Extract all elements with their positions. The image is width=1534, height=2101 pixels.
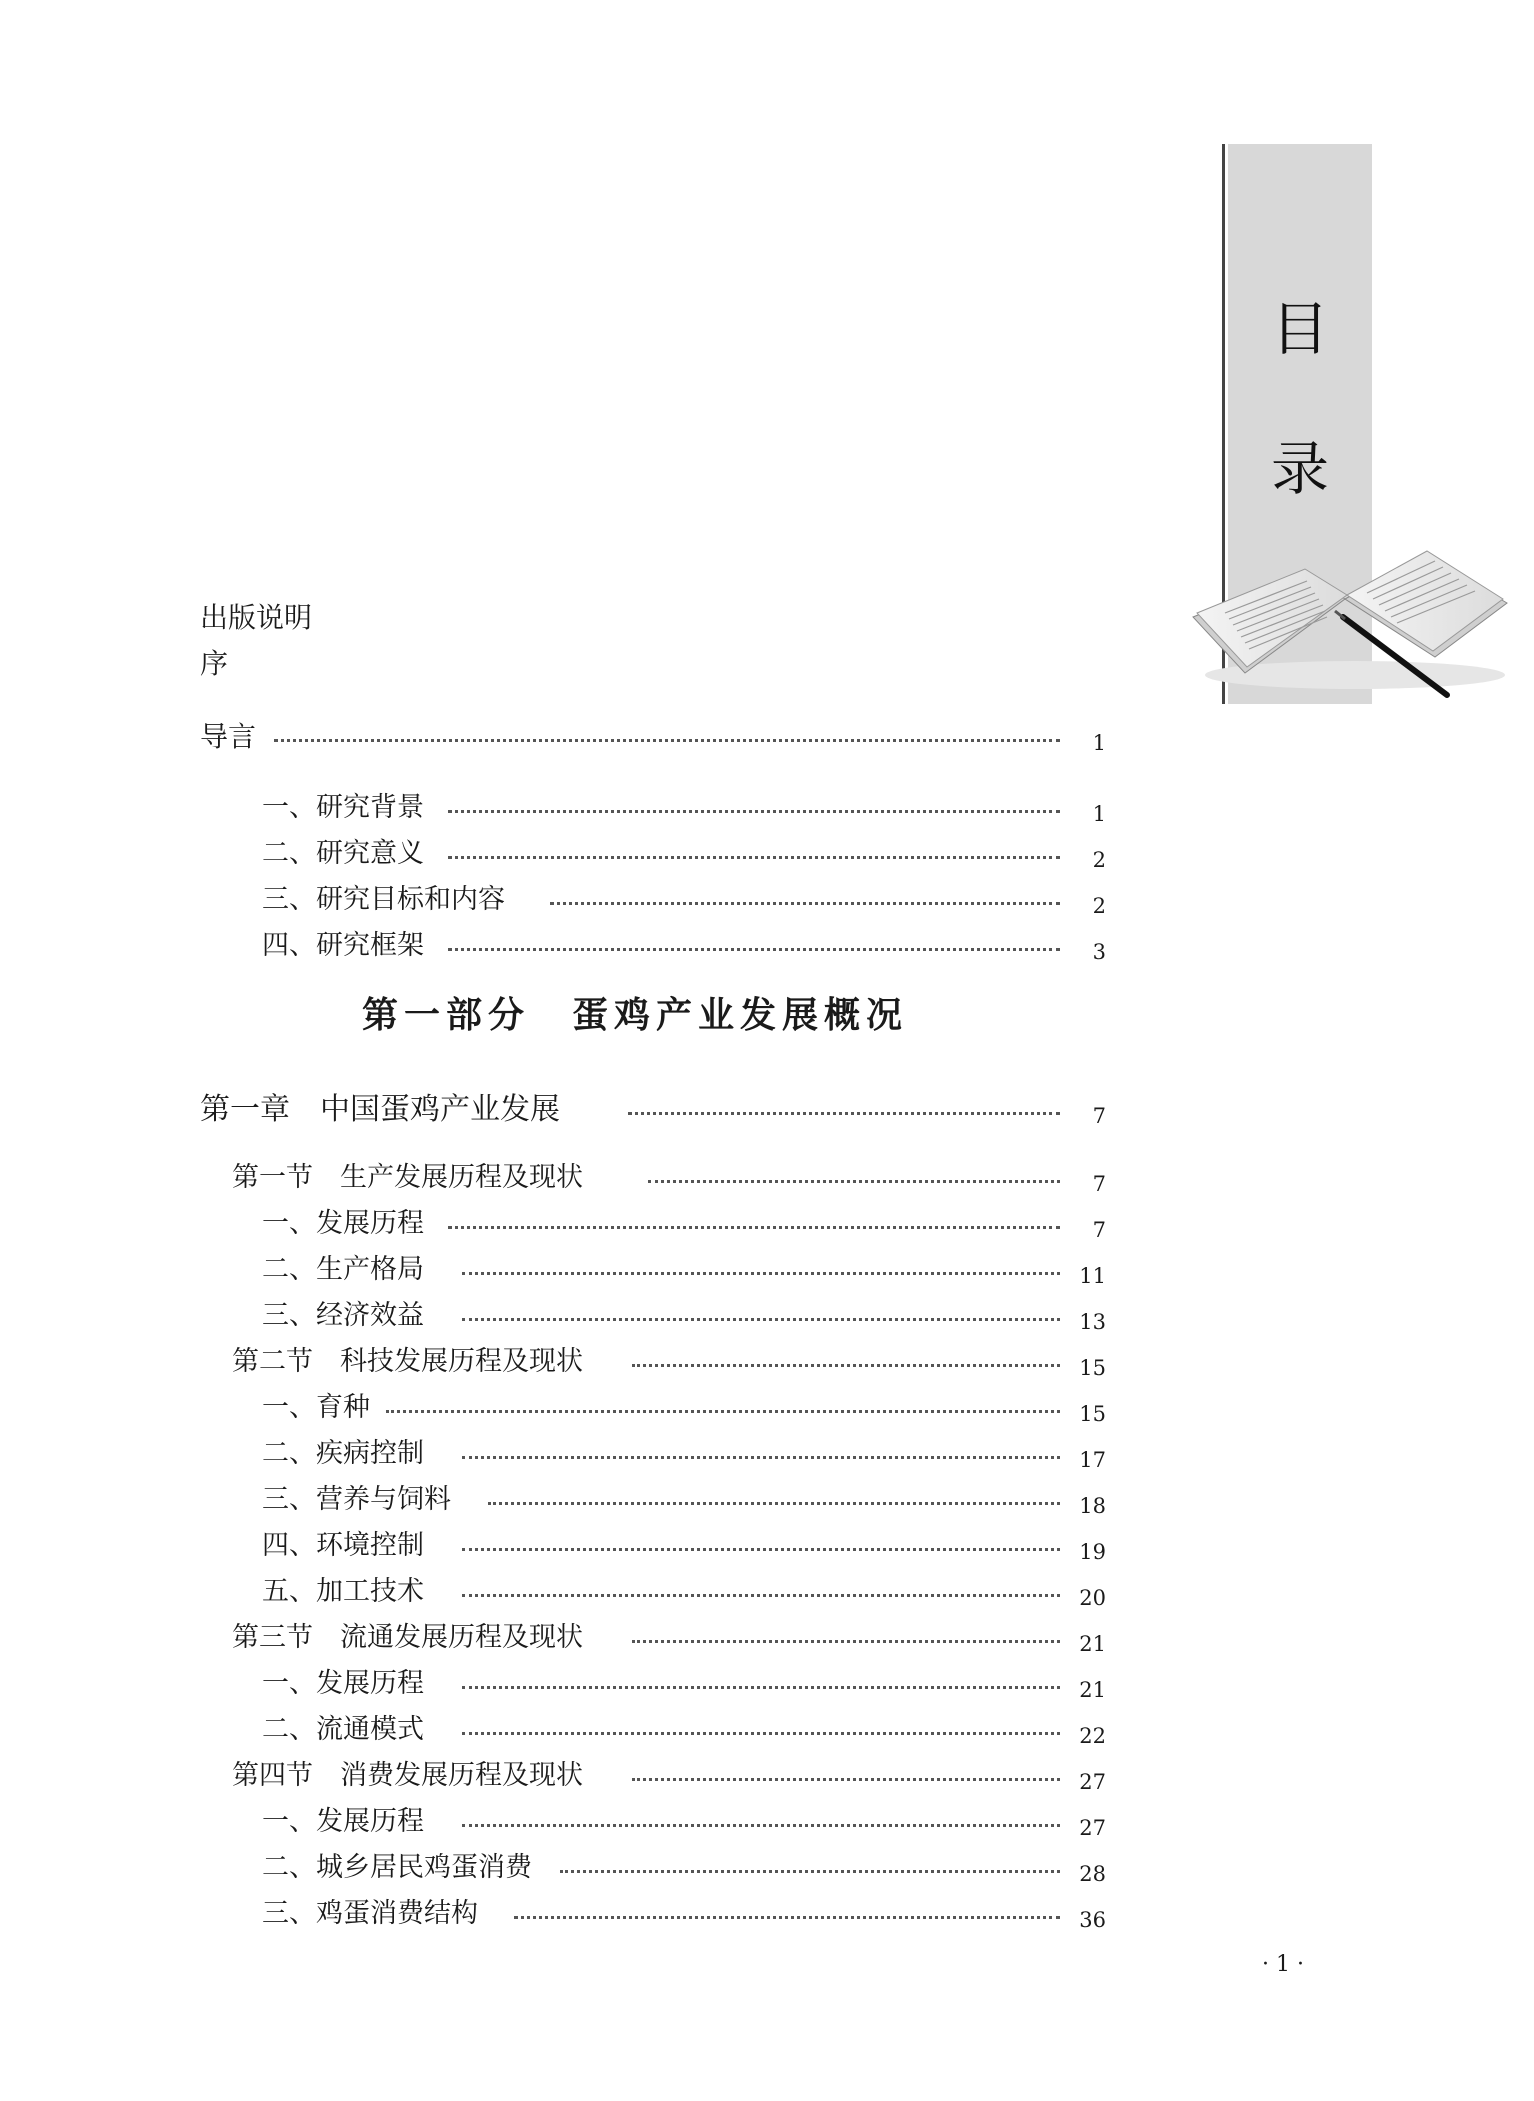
toc-title: 一、发展历程 (262, 1208, 424, 1239)
toc-page: 7 (1092, 1218, 1106, 1242)
toc-page: 7 (1092, 1172, 1106, 1196)
toc-entry[interactable] (200, 1480, 1106, 1520)
toc-entry[interactable] (200, 880, 1106, 920)
toc-page: 11 (1079, 1264, 1106, 1288)
toc-entry-section[interactable] (200, 1342, 1106, 1382)
toc-page: 13 (1079, 1310, 1106, 1334)
front-matter-preface: 序 (200, 647, 229, 680)
toc-entry[interactable] (200, 1848, 1106, 1888)
toc-leader (462, 1824, 1060, 1827)
toc-title: 二、流通模式 (262, 1714, 424, 1745)
toc-entry[interactable] (200, 1526, 1106, 1566)
toc-page: 7 (1092, 1104, 1106, 1128)
toc-leader (462, 1272, 1060, 1275)
toc-entry[interactable] (200, 1572, 1106, 1612)
tab-title-char-2: 录 (1270, 435, 1329, 503)
part-title: 第一部分 蛋鸡产业发展概况 (361, 994, 908, 1036)
toc-leader (448, 810, 1060, 813)
toc-title: 导言 (200, 720, 257, 753)
open-book-pen-illustration (1185, 545, 1515, 705)
toc-leader (274, 739, 1060, 742)
toc-leader (632, 1640, 1060, 1643)
toc-leader (386, 1410, 1060, 1413)
toc-page: 15 (1079, 1402, 1106, 1426)
toc-entry[interactable] (200, 926, 1106, 966)
toc-page: 20 (1079, 1586, 1106, 1610)
toc-title: 第三节 流通发展历程及现状 (232, 1622, 583, 1653)
toc-title: 二、生产格局 (262, 1254, 424, 1285)
toc-title: 四、研究框架 (262, 930, 424, 961)
toc-page: 18 (1079, 1494, 1106, 1518)
toc-entry[interactable] (200, 1250, 1106, 1290)
toc-title: 第二节 科技发展历程及现状 (232, 1346, 583, 1377)
toc-page: 1 (1092, 802, 1106, 826)
toc-entry[interactable] (200, 788, 1106, 828)
toc-leader (632, 1778, 1060, 1781)
toc-title: 二、研究意义 (262, 838, 424, 869)
toc-page: 3 (1092, 940, 1106, 964)
toc-title: 三、鸡蛋消费结构 (262, 1898, 478, 1929)
toc-entry[interactable] (200, 1296, 1106, 1336)
toc-entry-chapter[interactable] (200, 1090, 1106, 1130)
toc-entry[interactable] (200, 834, 1106, 874)
toc-page: 36 (1079, 1908, 1106, 1932)
toc-title: 四、环境控制 (262, 1530, 424, 1561)
toc-title: 五、加工技术 (262, 1576, 424, 1607)
toc-title: 一、育种 (262, 1392, 370, 1423)
toc-leader (488, 1502, 1060, 1505)
toc-page: 2 (1092, 894, 1106, 918)
toc-leader (462, 1686, 1060, 1689)
toc-entry[interactable] (200, 1664, 1106, 1704)
toc-page: 17 (1079, 1448, 1106, 1472)
toc-page: 22 (1079, 1724, 1106, 1748)
toc-entry-section[interactable] (200, 1158, 1106, 1198)
toc-page: 2 (1092, 848, 1106, 872)
toc-leader (462, 1318, 1060, 1321)
toc-entry[interactable] (200, 717, 1106, 757)
toc-leader (448, 1226, 1060, 1229)
toc-page: 1 (1092, 731, 1106, 755)
toc-leader (462, 1548, 1060, 1551)
toc-title: 三、研究目标和内容 (262, 884, 505, 915)
toc-entry[interactable] (200, 1802, 1106, 1842)
toc-page: 15 (1079, 1356, 1106, 1380)
toc-title: 二、疾病控制 (262, 1438, 424, 1469)
toc-leader (462, 1594, 1060, 1597)
toc-leader (550, 902, 1060, 905)
toc-title: 一、发展历程 (262, 1806, 424, 1837)
toc-entry[interactable] (200, 1710, 1106, 1750)
toc-title: 三、经济效益 (262, 1300, 424, 1331)
toc-page: 27 (1079, 1816, 1106, 1840)
toc-leader (462, 1456, 1060, 1459)
toc-entry-section[interactable] (200, 1618, 1106, 1658)
toc-entry[interactable] (200, 1894, 1106, 1934)
toc-title: 三、营养与饲料 (262, 1484, 451, 1515)
tab-title-char-1: 目 (1270, 295, 1329, 363)
toc-title: 第一节 生产发展历程及现状 (232, 1162, 583, 1193)
toc-leader (448, 948, 1060, 951)
toc-leader (448, 856, 1060, 859)
toc-leader (648, 1180, 1060, 1183)
toc-title: 一、研究背景 (262, 792, 424, 823)
toc-page: 27 (1079, 1770, 1106, 1794)
toc-entry[interactable] (200, 1204, 1106, 1244)
toc-leader (560, 1870, 1060, 1873)
toc-page: 21 (1079, 1678, 1106, 1702)
toc-leader (514, 1916, 1060, 1919)
toc-page: 21 (1079, 1632, 1106, 1656)
toc-title: 第一章 中国蛋鸡产业发展 (200, 1092, 560, 1127)
toc-page: 28 (1079, 1862, 1106, 1886)
toc-leader (462, 1732, 1060, 1735)
toc-title: 二、城乡居民鸡蛋消费 (262, 1852, 532, 1883)
front-matter-publication-note: 出版说明 (200, 601, 313, 634)
toc-leader (628, 1112, 1060, 1115)
page-number: · 1 · (1262, 1952, 1304, 1977)
toc-page: 19 (1079, 1540, 1106, 1564)
toc-entry-section[interactable] (200, 1756, 1106, 1796)
toc-title: 第四节 消费发展历程及现状 (232, 1760, 583, 1791)
toc-leader (632, 1364, 1060, 1367)
toc-entry[interactable] (200, 1434, 1106, 1474)
toc-title: 一、发展历程 (262, 1668, 424, 1699)
toc-entry[interactable] (200, 1388, 1106, 1428)
